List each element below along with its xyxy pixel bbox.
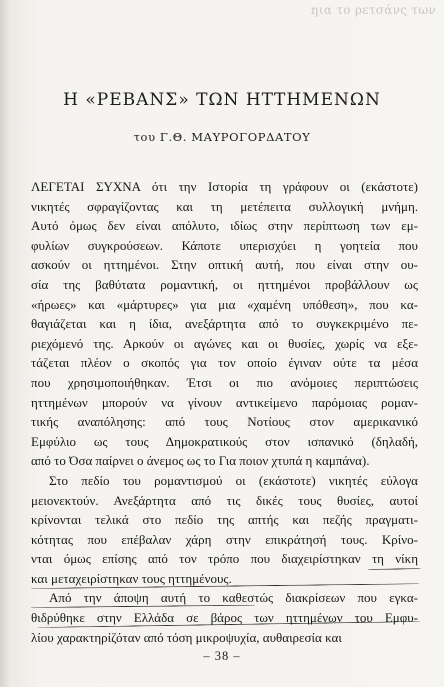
text-line: σία της βαθύτατα ρομαντική, οι ηττημένοι προβάλλουν ως <box>31 276 418 292</box>
page-number: – 38 – <box>203 649 241 663</box>
text-line: μειονεκτούν. Ανεξάρτητα από τις δικές τους θυσίες, αυτοί <box>31 492 418 508</box>
text-line: ριεχόμενό της. Αρκούν οι αγώνες και οι θυσίες, χωρίς να εξε- <box>31 335 418 351</box>
text-line: ασκούν οι ηττημένοι. Στην οπτική αυτή, που είναι στην ου- <box>31 257 418 273</box>
chapter-title: Η «ΡΕΒΑΝΣ» ΤΩΝ ΗΤΤΗΜΕΝΩΝ <box>63 90 381 110</box>
text-line: «ήρωες» και «μάρτυρες» για μια «χαμένη υπόθεση», που κα- <box>31 296 418 312</box>
text-line: κρίνονται τελικά στο πεδίο της απτής και πεζής πραγματι- <box>31 512 418 528</box>
author-byline: του Γ.Θ. ΜΑΥΡΟΓΟΡΔΑΤΟΥ <box>133 130 311 144</box>
text-line: από το Όσα παίρνει ο άνεμος ως το Για ποιον χτυπά η καμπάνα). <box>31 453 370 469</box>
text-line: τάζεται πλέον ο σκοπός για τον οποίο έγιναν ούτε τα μέσα <box>31 355 418 371</box>
text-line: που χρησιμοποιήθηκαν. Έτσι οι πιο ανόμοιες περιπτώσεις <box>31 374 418 390</box>
text-line: Αυτό όμως δεν είναι απόλυτο, ιδίως στην περίπτωση των εμ- <box>31 218 418 234</box>
text-line: λίου χαρακτηρίζόταν από τόση μικροψυχία, αυθαιρεσία και <box>31 629 342 645</box>
text-line: Από την άποψη αυτή το καθεστώς διακρίσεων που εγκα- <box>49 590 418 606</box>
text-line: Εμφύλιο ως τους Δημοκρατικούς στον ισπανικό (δηλαδή, <box>31 433 418 449</box>
text-line: κότητας που επέβαλαν χάρη στην επικράτησή τους. Κρίνο- <box>31 531 418 547</box>
text-line: τικής αναπόλησης: από τους Νοτίους στον αμερικανικό <box>31 414 418 430</box>
text-line: θαγιάζεται και η ίδια, ανεξάρτητα από το συγκεκριμένο πε- <box>31 316 418 332</box>
bleed-through-text: ƞια το ρετσάνς των <box>310 3 436 17</box>
text-line: ηττημένων μπορούν να γίνουν αντικείμενο παρόμοιας ρομαν- <box>31 394 418 410</box>
text-line: νικητές σφραγίζοντας και τη μετέπειτα συλλογική μνήμη. <box>31 198 418 214</box>
body-text <box>31 177 418 647</box>
text-line: Στο πεδίο του ρομαντισμού οι (εκάστοτε) νικητές εύλογα <box>49 472 418 488</box>
text-line: θιδρύθηκε στην Ελλάδα σε βάρος των ηττημένων του Εμφυ- <box>31 610 418 626</box>
text-line: και μεταχειρίστηκαν τους ηττημένους. <box>31 570 232 586</box>
text-line: νται όμως επίσης από τον τρόπο που διαχειρίστηκαν τη νίκη <box>31 551 418 567</box>
text-line: φυλίων συγκρούσεων. Κάποτε υπερισχύει η γοητεία που <box>31 237 418 253</box>
text-line: ΛΕΓΕΤΑΙ ΣΥΧΝΑ ότι την Ιστορία τη γράφουν οι (εκάστοτε) <box>31 179 418 194</box>
